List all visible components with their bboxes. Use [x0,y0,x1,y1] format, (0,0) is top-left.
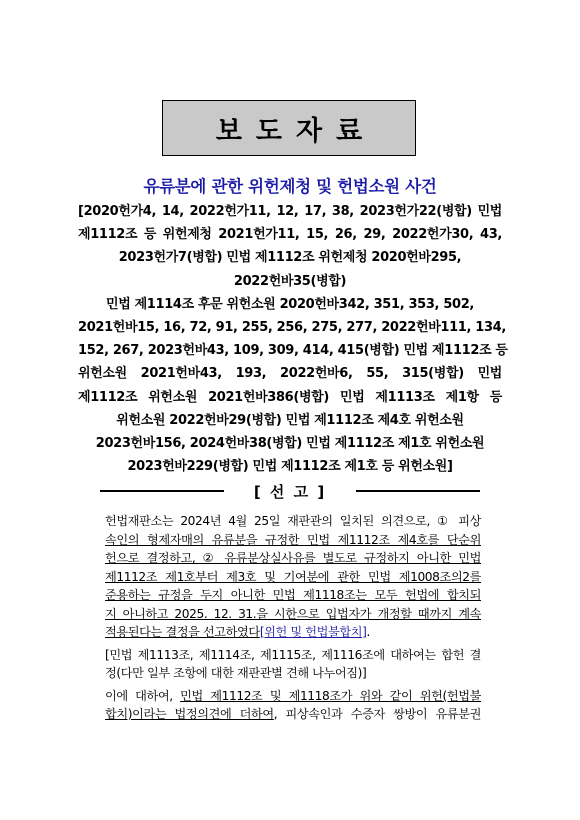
section-divider [100,480,480,502]
case-subtitle: 유류분에 관한 위헌제청 및 헌법소원 사건 [143,177,437,196]
divider-line-left [100,490,224,492]
body-line: 속인의 형제자매의 유류분을 규정한 민법 제1112조 제4호를 단순위 [105,532,481,547]
case-line: 위헌소원 2021헌바43, 193, 2022헌바6, 55, 315(병합) 민법 [78,366,502,382]
case-line: [2020헌가4, 14, 2022헌가11, 12, 17, 38, 2023헌가22(병합) 민법 [78,204,502,219]
body-line: 정(다만 일부 조항에 대한 재판관별 견해 나누어짐)] [105,666,367,680]
document-title: 보도자료 [215,115,377,147]
case-line: 2022헌바35(병합) [233,273,347,289]
case-line: 위헌소원 2022헌바29(병합) 민법 제1112조 제4호 위헌소원 [116,412,464,428]
body-line: 준용하는 규정을 두지 아니한 민법 제1118조는 모두 헌법에 합치되 [105,588,481,602]
body-line: 헌으로 결정하고, ② 유류분상실사유를 별도로 규정하지 아니한 민법 [105,551,481,565]
body-line: 헌법재판소는 2024년 4월 25일 재판관의 일치된 의견으로, ① 피상 [105,514,481,528]
case-line: 제1112조 위헌소원 2021헌바386(병합) 민법 제1113조 제1항 등 [78,389,502,405]
case-line: 2023헌가7(병합) 민법 제1112조 위헌제청 2020헌바295, [118,250,462,266]
case-line: 민법 제1114조 후문 위헌소원 2020헌바342, 351, 353, 502, [106,296,474,312]
verdict-highlight: [위헌 및 헌법불합치] [259,625,367,639]
decision-body [105,512,481,724]
body-line: 지 아니하고 2025. 12. 31.을 시한으로 입법자가 개정할 때까지 계속 [105,606,481,621]
case-line: 152, 267, 2023헌바43, 109, 309, 414, 415(병합) 민법 제1112조 등 [78,343,508,359]
body-line: 적용된다는 결정을 선고하였다[위헌 및 헌법불합치]. [105,625,370,639]
case-line: 2021헌바15, 16, 72, 91, 255, 256, 275, 277, 2022헌바111, 134, [78,319,506,335]
body-line: [민법 제1113조, 제1114조, 제1115조, 제1116조에 대하여는 합헌 결 [105,647,481,662]
case-line: 2023헌바229(병합) 민법 제1112조 제1호 등 위헌소원] [127,459,453,475]
section-label: [ 선 고 ] [253,482,327,501]
case-number-list [78,200,508,478]
divider-line-right [356,490,480,492]
body-line: 제1112조 제1호부터 제3호 및 기여분에 관한 민법 제1008조의2를 [105,569,481,584]
case-line: 제1112조 등 위헌제청 2021헌가11, 15, 26, 29, 2022헌가30, 43, [78,227,502,243]
press-release-title-box [162,100,416,156]
case-line: 2023헌바156, 2024헌바38(병합) 민법 제1112조 제1호 위헌소원 [95,435,485,451]
body-line: 이에 대하여, 민법 제1112조 및 제1118조가 위와 같이 위헌(헌법불 [105,688,481,703]
body-line: 합치)이라는 법정의견에 더하여, 피상속인과 수증자 쌍방이 유류분권 [105,707,481,721]
